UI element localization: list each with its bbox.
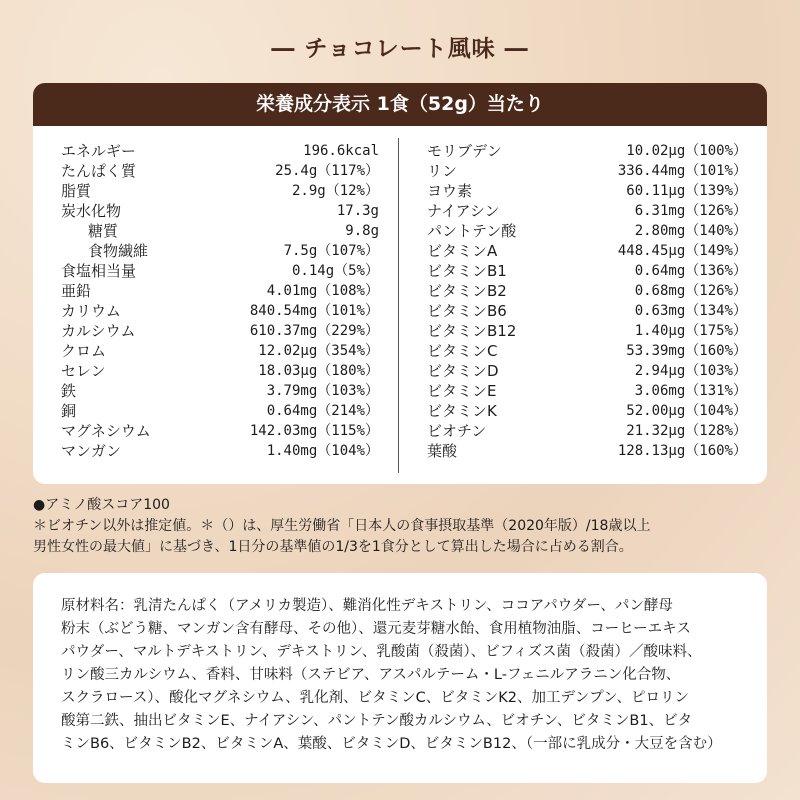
nutrient-label: ヨウ素 xyxy=(427,182,473,200)
nutrient-value: 0.68mg（126%） xyxy=(634,283,747,299)
nutrition-row xyxy=(427,441,747,461)
nutrition-row xyxy=(61,261,379,281)
nutrition-right-column xyxy=(427,141,747,461)
nutrition-row xyxy=(61,321,379,341)
nutrient-value: 840.54mg（101%） xyxy=(249,303,379,319)
ingredients-line: パウダー、マルトデキストリン、デキストリン、乳酸菌（殺菌）、ビフィズス菌（殺菌）／酸味料、 xyxy=(61,644,702,660)
nutrient-value: 10.02μg（100%） xyxy=(626,143,747,159)
nutrient-label: モリブデン xyxy=(427,142,502,160)
nutrient-value: 25.4g（117%） xyxy=(275,163,379,179)
nutrition-row xyxy=(61,441,379,461)
nutrient-value: 3.06mg（131%） xyxy=(634,383,747,399)
nutrient-label: 銅 xyxy=(61,402,77,420)
nutrition-row xyxy=(427,221,747,241)
nutrition-row xyxy=(427,301,747,321)
amino-score-note: ●アミノ酸スコア100 xyxy=(33,497,170,513)
nutrient-label: エネルギー xyxy=(61,142,137,160)
nutrient-label: 脂質 xyxy=(61,182,92,200)
nutrient-value: 448.45μg（149%） xyxy=(617,243,747,259)
nutrient-value: 0.63mg（134%） xyxy=(634,303,747,319)
nutrition-row xyxy=(61,381,379,401)
nutrition-row xyxy=(427,281,747,301)
nutrition-row xyxy=(427,401,747,421)
nutrient-label: リン xyxy=(427,162,458,180)
nutrient-label: セレン xyxy=(61,362,106,380)
notes-section xyxy=(33,495,773,558)
nutrient-label: 糖質 xyxy=(88,222,119,240)
ingredients-line: 酸第二鉄、抽出ビタミンE、ナイアシン、パントテン酸カルシウム、ビオチン、ビタミンB1、ビタ xyxy=(61,713,693,729)
nutrition-row xyxy=(427,181,747,201)
nutrient-label: ビタミンA xyxy=(427,242,498,260)
nutrition-left-column xyxy=(61,141,379,461)
nutrient-label: たんぱく質 xyxy=(61,162,137,180)
nutrient-label: ビタミンB12 xyxy=(427,322,517,340)
nutrient-value: 0.64mg（214%） xyxy=(266,403,379,419)
ingredients-line: ミンB6、ビタミンB2、ビタミンA、葉酸、ビタミンD、ビタミンB12、（一部に乳成分・大豆を含む） xyxy=(61,736,722,752)
nutrition-row xyxy=(427,161,747,181)
nutrient-value: 2.94μg（103%） xyxy=(634,363,747,379)
nutrient-value: 336.44mg（101%） xyxy=(617,163,747,179)
nutrient-value: 0.14g（5%） xyxy=(291,263,379,279)
nutrient-label: マグネシウム xyxy=(61,422,151,440)
nutrient-value: 2.9g（12%） xyxy=(291,183,379,199)
ingredients-line: スクラロース）、酸化マグネシウム、乳化剤、ビタミンC、ビタミンK2、加工デンプン、ピロリン xyxy=(61,690,689,706)
nutrition-row xyxy=(61,341,379,361)
nutrient-value: 4.01mg（108%） xyxy=(266,283,379,299)
nutrient-label: ビタミンK xyxy=(427,402,497,420)
nutrition-row xyxy=(61,201,379,221)
nutrient-label: ビタミンD xyxy=(427,362,499,380)
nutrition-row xyxy=(61,141,379,161)
nutrient-value: 21.32μg（128%） xyxy=(626,423,747,439)
nutrition-row xyxy=(61,241,379,261)
nutrient-label: ビタミンC xyxy=(427,342,498,360)
nutrient-value: 0.64mg（136%） xyxy=(634,263,747,279)
ingredients-line: リン酸三カルシウム、香料、甘味料（ステビア、アスパルテーム・L-フェニルアラニン化合物、 xyxy=(61,667,681,683)
nutrient-label: カリウム xyxy=(61,302,121,320)
nutrient-label: 亜鉛 xyxy=(61,282,92,300)
nutrient-label: 食塩相当量 xyxy=(61,262,137,280)
nutrition-panel xyxy=(33,83,767,484)
nutrient-label: ナイアシン xyxy=(427,202,500,220)
nutrient-value: 1.40μg（175%） xyxy=(634,323,747,339)
nutrition-row xyxy=(61,401,379,421)
nutrient-label: クロム xyxy=(61,342,107,360)
nutrition-row xyxy=(61,281,379,301)
nutrition-row xyxy=(427,341,747,361)
nutrition-row xyxy=(427,241,747,261)
nutrition-row xyxy=(427,261,747,281)
nutrient-value: 6.31mg（126%） xyxy=(634,203,747,219)
nutrient-value: 53.39mg（160%） xyxy=(626,343,747,359)
nutrient-label: マンガン xyxy=(61,442,122,460)
nutrient-label: ビタミンB1 xyxy=(427,262,507,280)
nutrient-label: ビタミンB2 xyxy=(427,282,507,300)
nutrient-label: 炭水化物 xyxy=(61,202,122,220)
nutrition-heading: 栄養成分表示 1食（52g）当たり xyxy=(33,83,767,126)
product-flavor-title: ― チョコレート風味 ― xyxy=(271,36,529,62)
nutrient-value: 610.37mg（229%） xyxy=(249,323,379,339)
nutrient-label: カルシウム xyxy=(61,322,136,340)
nutrient-label: ビタミンB6 xyxy=(427,302,507,320)
nutrient-label: ビタミンE xyxy=(427,382,497,400)
nutrient-value: 12.02μg（354%） xyxy=(258,343,379,359)
nutrient-value: 7.5g（107%） xyxy=(283,243,379,259)
nutrient-label: 食物繊維 xyxy=(88,242,149,260)
nutrient-value: 52.00μg（104%） xyxy=(626,403,747,419)
nutrient-value: 3.79mg（103%） xyxy=(266,383,379,399)
nutrition-row xyxy=(61,221,379,241)
nutrient-value: 196.6kcal xyxy=(303,143,379,159)
column-divider xyxy=(398,138,399,473)
ingredients-text xyxy=(61,595,751,756)
nutrient-value: 17.3g xyxy=(336,203,379,219)
nutrition-row xyxy=(427,141,747,161)
nutrition-row xyxy=(61,361,379,381)
nutrition-row xyxy=(61,421,379,441)
ingredients-panel xyxy=(33,573,767,783)
nutrient-value: 142.03mg（115%） xyxy=(249,423,379,439)
nutrient-value: 1.40mg（104%） xyxy=(266,443,379,459)
nutrient-label: ビオチン xyxy=(427,422,487,440)
nutrient-value: 9.8g xyxy=(345,223,379,239)
ingredients-line: 原材料名：乳清たんぱく（アメリカ製造）、難消化性デキストリン、ココアパウダー、パン酵母 xyxy=(61,598,673,614)
nutrition-row xyxy=(427,381,747,401)
nutrition-row xyxy=(61,161,379,181)
nutrition-row xyxy=(61,301,379,321)
nutrient-value: 2.80mg（140%） xyxy=(634,223,747,239)
nutrient-label: 葉酸 xyxy=(427,442,458,460)
estimate-note-cont: 男性女性の最大値」に基づき、1日分の基準値の1/3を1食分として算出した場合に占める割合。 xyxy=(33,539,633,555)
nutrient-value: 18.03μg（180%） xyxy=(258,363,379,379)
nutrient-label: 鉄 xyxy=(61,382,77,400)
nutrition-row xyxy=(427,361,747,381)
nutrition-row xyxy=(427,421,747,441)
nutrient-value: 60.11μg（139%） xyxy=(626,183,747,199)
nutrition-row xyxy=(427,201,747,221)
nutrient-value: 128.13μg（160%） xyxy=(617,443,747,459)
ingredients-line: 粉末（ぶどう糖、マンガン含有酵母、その他）、還元麦芽糖水飴、食用植物油脂、コーヒーエキス xyxy=(61,621,691,637)
nutrient-label: パントテン酸 xyxy=(427,222,517,240)
nutrition-row xyxy=(61,181,379,201)
estimate-note: ＊ビオチン以外は推定値。＊（）は、厚生労働省「日本人の食事摂取基準（2020年版）/18歳以上 xyxy=(33,518,651,534)
nutrition-row xyxy=(427,321,747,341)
